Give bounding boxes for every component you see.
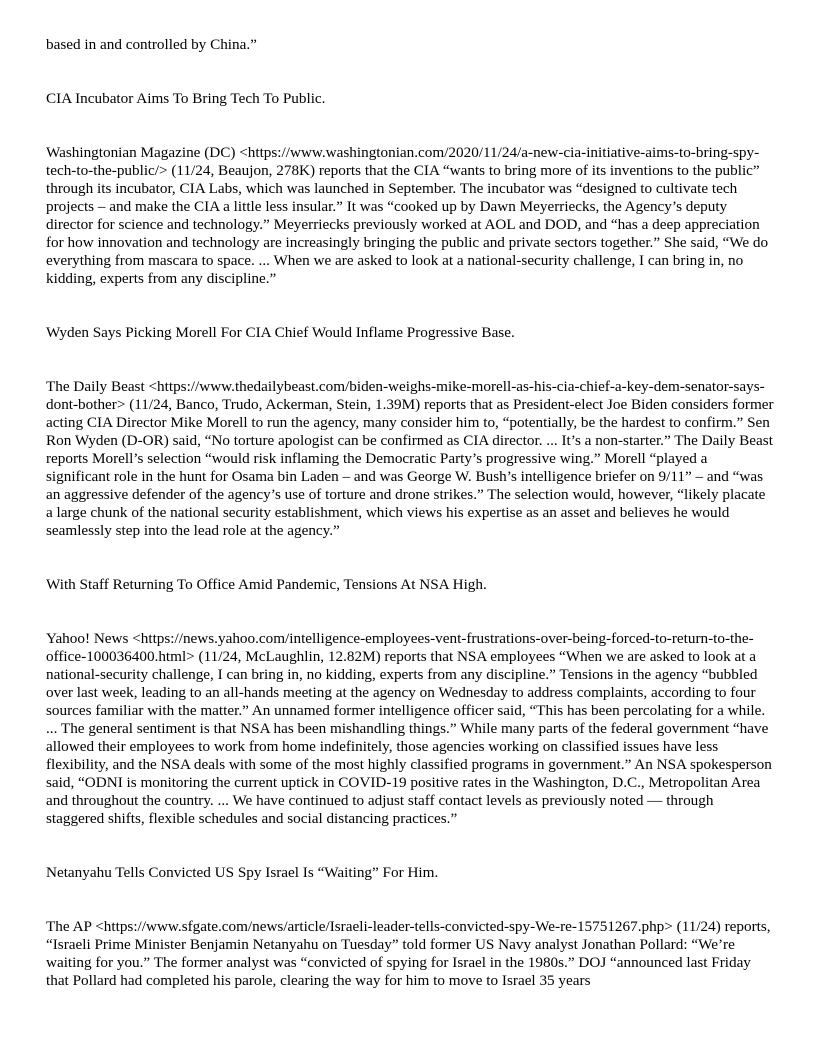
body-paragraph-netanyahu-pollard: The AP <https://www.sfgate.com/news/article/Israeli-leader-tells-convicted-spy-We-re-15751267.php> (11/24) reports, “Israeli Prime Minister Benjamin Netanyahu on Tuesday” told former US Navy analyst Jonathan Pollard: “We’re waiting for you.” The former analyst was “convicted of spying for Israel in the 1980s.” DOJ “announced last Friday that Pollard had completed his parole, clearing the way for him to move to Israel 35 years (46, 918, 771, 989)
headline-nsa-tensions: With Staff Returning To Office Amid Pandemic, Tensions At NSA High. (46, 576, 487, 593)
body-paragraph-wyden-morell: The Daily Beast <https://www.thedailybeast.com/biden-weighs-mike-morell-as-his-cia-chief-a-key-dem-senator-says-dont-bother> (11/24, Banco, Trudo, Ackerman, Stein, 1.39M) reports that as President-elect Joe Biden considers former acting CIA Director Mike Morell to run the agency, many consider him to, “potentially, be the hardest to confirm.” Sen Ron Wyden (D-OR) said, “No torture apologist can be confirmed as CIA director. ... It’s a non-starter.” The Daily Beast reports Morell’s selection “would risk inflaming the Democratic Party’s progressive wing.” Morell “played a significant role in the hunt for Osama bin Laden – and was George W. Bush’s intelligence briefer on 9/11” – and “was an aggressive defender of the agency’s use of torture and drone strikes.” The selection would, however, “likely placate a large chunk of the national security establishment, which views his expertise as an asset and believes he would seamlessly step into the lead role at the agency.” (46, 378, 774, 539)
headline-wyden-morell: Wyden Says Picking Morell For CIA Chief Would Inflame Progressive Base. (46, 324, 515, 341)
headline-netanyahu-pollard: Netanyahu Tells Convicted US Spy Israel Is “Waiting” For Him. (46, 864, 439, 881)
headline-cia-incubator: CIA Incubator Aims To Bring Tech To Public. (46, 90, 326, 107)
body-paragraph-cia-incubator: Washingtonian Magazine (DC) <https://www.washingtonian.com/2020/11/24/a-new-cia-initiative-aims-to-bring-spy-tech-to-the-public/> (11/24, Beaujon, 278K) reports that the CIA “wants to bring more of its inventions to the public” through its incubator, CIA Labs, which was launched in September. The incubator was “designed to cultivate tech projects – and make the CIA a little less insular.” It was “cooked up by Dawn Meyerriecks, the Agency’s deputy director for science and technology.” Meyerriecks previously worked at AOL and DOD, and “has a deep appreciation for how innovation and technology are increasingly bringing the public and private sectors together.” She said, “We do everything from mascara to space. ... When we are asked to look at a national-security challenge, I can bring in, no kidding, experts from any discipline.” (46, 144, 769, 287)
body-paragraph-china-continuation: based in and controlled by China.” (46, 36, 257, 53)
body-paragraph-nsa-tensions: Yahoo! News <https://news.yahoo.com/intelligence-employees-vent-frustrations-over-being-forced-to-return-to-the-office-100036400.html> (11/24, McLaughlin, 12.82M) reports that NSA employees “When we are asked to look at a national-security challenge, I can bring in, no kidding, experts from any discipline.” Tensions in the agency “bubbled over last week, leading to an all-hands meeting at the agency on Wednesday to address complaints, according to four sources familiar with the matter.” An unnamed former intelligence officer said, “This has been percolating for a while. ... The general sentiment is that NSA has been mishandling things.” While many parts of the federal government “have allowed their employees to work from home indefinitely, those agencies working on classified issues have less flexibility, and the NSA deals with some of the most highly classified programs in government.” An NSA spokesperson said, “ODNI is monitoring the current uptick in COVID-19 positive rates in the Washington, D.C., Metropolitan Area and throughout the country. ... We have continued to adjust staff contact levels as previously noted — through staggered shifts, flexible schedules and social distancing practices.” (46, 630, 772, 827)
document-page (46, 36, 774, 990)
